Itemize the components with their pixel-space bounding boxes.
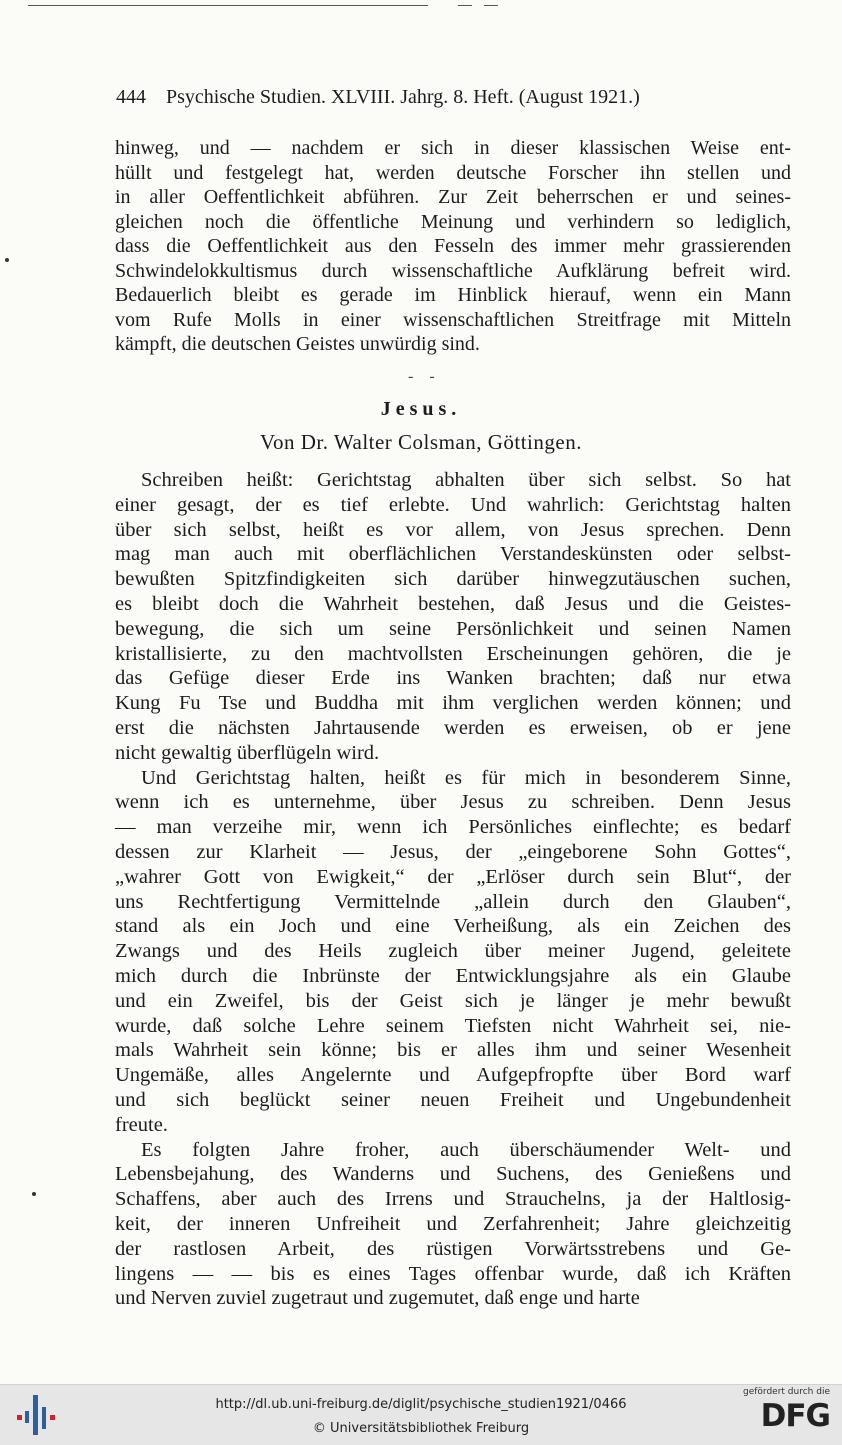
paragraph [115,766,791,1138]
text-line: erst die nächsten Jahrtausende werden es erweisen, ob er jene [115,716,791,739]
text-line: Zwangs und des Heils zugleich über meiner Jugend, geleitete [115,940,791,963]
text-line: hüllt und festgelegt hat, werden deutsche Forscher ihn stellen und [115,161,791,184]
text-line: bewußten Spitzfindigkeiten sich darüber hinwegzutäuschen suchen, [115,568,791,591]
text-line: das Gefüge dieser Erde ins Wanken brachten; daß nur etwa [115,667,791,690]
text-line: Es folgten Jahre froher, auch überschäumender Welt- und [141,1138,791,1161]
article-title: Jesus. [380,398,462,420]
text-line: Kung Fu Tse und Buddha mit ihm verglichen werden können; und [115,692,791,715]
text-line: mag man auch mit oberflächlichen Verstandeskünsten oder selbst- [115,543,791,566]
scan-edge-rule [28,5,500,7]
footer-bar [0,1384,842,1445]
section-separator: - - [408,368,441,385]
text-line: Bedauerlich bleibt es gerade im Hinblick hierauf, wenn ein Mann [115,284,791,306]
text-line: es bleibt doch die Wahrheit bestehen, daß Jesus und die Geistes- [115,592,791,615]
text-line: dessen zur Klarheit — Jesus, der „eingeborene Sohn Gottes“, [115,840,791,863]
text-line: mals Wahrheit sein könne; bis er alles ihm und seiner Wesenheit [115,1039,791,1062]
margin-speck [5,258,9,262]
funding-note: gefördert durch die [743,1387,830,1397]
source-url[interactable]: http://dl.ub.uni-freiburg.de/diglit/psychische_studien1921/0466 [215,1397,627,1412]
text-line: mich durch die Inbrünste der Entwicklungsjahre als ein Glaube [115,964,791,987]
text-line: und ein Zweifel, bis der Geist sich je länger je mehr bewußt [115,989,791,1012]
text-line: Lebensbejahung, des Wanderns und Suchens, des Genießens und [115,1163,791,1186]
text-line: der rastlosen Arbeit, des rüstigen Vorwärtsstrebens und Ge- [115,1237,791,1260]
text-line: Schreiben heißt: Gerichtstag abhalten über sich selbst. So hat [141,469,791,491]
text-line: vom Rufe Molls in einer wissenschaftlichen Streitfrage mit Mitteln [115,308,791,331]
running-header [116,86,742,109]
text-line: — man verzeihe mir, wenn ich Persönliches einflechte; es bedarf [115,816,791,839]
margin-speck [32,1192,36,1196]
text-line: in aller Oeffentlichkeit abführen. Zur Zeit beherrschen er und seines- [115,186,791,208]
text-line: und sich beglückt seiner neuen Freiheit und Ungebundenheit [115,1088,791,1111]
text-line: stand als ein Joch und eine Verheißung, als ein Zeichen des [115,915,791,938]
text-line: hinweg, und — nachdem er sich in dieser klassischen Weise ent- [115,137,791,159]
text-line: wurde, daß solche Lehre seinem Tiefsten nicht Wahrheit sei, nie- [115,1014,791,1037]
text-line: dass die Oeffentlichkeit aus den Fesseln des immer mehr grassierenden [115,235,791,257]
text-line: bewegung, die sich um seine Persönlichkeit und seinen Namen [115,617,791,640]
text-line: lingens — — bis es eines Tages offenbar wurde, daß ich Kräften [115,1262,791,1285]
article-body [115,468,791,1311]
text-line: Ungemäße, alles Angelernte und Aufgepfropfte über Bord warf [115,1064,791,1087]
text-line: einer gesagt, der es tief erlebte. Und wahrlich: Gerichtstag halten [115,493,791,516]
text-line: kämpft, die deutschen Geistes unwürdig sind. [115,333,480,355]
text-line: gleichen noch die öffentliche Meinung und verhindern so lediglich, [115,210,791,233]
page-number: 444 [116,86,146,108]
text-line: keit, der inneren Unfreiheit und Zerfahrenheit; Jahre gleichzeitig [115,1212,791,1235]
text-line: „wahrer Gott von Ewigkeit,“ der „Erlöser durch sein Blut“, der [115,865,791,888]
text-line: uns Rechtfertigung Vermittelnde „allein durch den Glauben“, [115,890,791,913]
text-line: Schaffens, aber auch des Irrens und Strauchelns, ja der Haltlosig- [115,1188,791,1211]
text-line: und Nerven zuviel zugetraut und zugemutet, daß enge und harte [115,1287,640,1310]
paragraph [115,1138,791,1312]
article-author: Von Dr. Walter Colsman, Göttingen. [260,430,582,454]
text-line: wenn ich es unternehme, über Jesus zu schreiben. Denn Jesus [115,791,791,814]
text-line: freute. [115,1113,168,1136]
paragraph [115,468,791,766]
text-line: Schwindelokkultismus durch wissenschaftliche Aufklärung befreit wird. [115,259,791,282]
preceding-article-ending [115,136,791,357]
running-title: Psychische Studien. XLVIII. Jahrg. 8. Heft. (August 1921.) [166,86,640,108]
text-line: nicht gewaltig überflügeln wird. [115,741,380,764]
text-line: Und Gerichtstag halten, heißt es für mich in besonderem Sinne, [141,766,791,789]
copyright-notice: © Universitätsbibliothek Freiburg [312,1421,530,1436]
text-line: kristallisierte, zu den machtvollsten Erscheinungen gehören, die je [115,642,791,665]
text-line: über sich selbst, heißt es vor allem, von Jesus sprechen. Denn [115,518,791,541]
dfg-logo: DFG [760,1398,830,1434]
